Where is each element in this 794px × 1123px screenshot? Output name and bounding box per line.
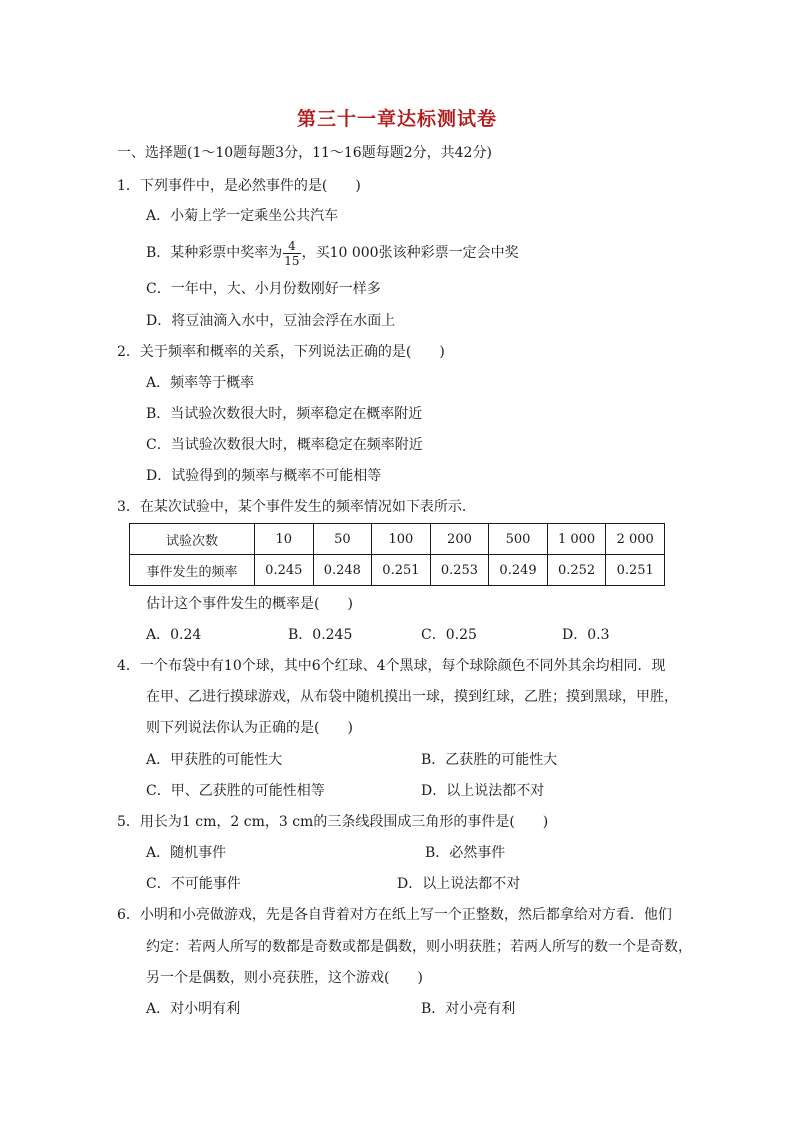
q4-stem-line-2: 在甲、乙进行摸球游戏，从布袋中随机摸出一球，摸到红球，乙胜；摸到黑球，甲胜，: [146, 689, 678, 705]
row-label-trials: 试验次数: [130, 524, 255, 555]
q6-stem-line-3: 另一个是偶数，则小亮获胜，这个游戏( ): [146, 970, 423, 986]
table-row-trials: [130, 524, 665, 555]
table-cell: 0.251: [372, 555, 431, 586]
q3-follow: 估计这个事件发生的概率是( ): [146, 596, 353, 612]
q5-option-a: A．随机事件: [146, 845, 227, 861]
row-label-frequency: 事件发生的频率: [130, 555, 255, 586]
q1-option-b-pre: B．某种彩票中奖率为: [146, 245, 283, 261]
fraction-numerator: 4: [283, 239, 300, 254]
q3-option-c: C．0.25: [421, 627, 477, 643]
table-cell: 100: [372, 524, 431, 555]
q5-option-c: C．不可能事件: [146, 876, 241, 892]
table-cell: 1 000: [547, 524, 606, 555]
q1-stem: 1．下列事件中，是必然事件的是( ): [117, 178, 361, 194]
q2-option-a: A．频率等于概率: [146, 375, 255, 391]
q5-option-b: B．必然事件: [425, 845, 506, 861]
q6-option-b: B．对小亮有利: [421, 1001, 516, 1017]
q1-option-d: D．将豆油滴入水中，豆油会浮在水面上: [146, 313, 396, 329]
q4-stem-line-3: 则下列说法你认为正确的是( ): [146, 720, 353, 736]
q6-stem-line-1: 6．小明和小亮做游戏，先是各自背着对方在纸上写一个正整数，然后都拿给对方看．他们: [117, 907, 672, 923]
q2-option-b: B．当试验次数很大时，频率稳定在概率附近: [146, 406, 423, 422]
table-cell: 200: [430, 524, 489, 555]
q2-option-d: D．试验得到的频率与概率不可能相等: [146, 468, 382, 484]
q6-option-a: A．对小明有利: [146, 1001, 241, 1017]
q3-option-b: B．0.245: [288, 627, 353, 643]
q5-stem: 5．用长为1 cm，2 cm，3 cm的三条线段围成三角形的事件是( ): [117, 814, 549, 830]
table-cell: 50: [313, 524, 372, 555]
q4-option-c: C．甲、乙获胜的可能性相等: [146, 783, 325, 799]
q4-stem-line-1: 4．一个布袋中有10个球，其中6个红球、4个黑球，每个球除颜色不同外其余均相同．现: [117, 658, 666, 674]
exam-title: 第三十一章达标测试卷: [296, 108, 497, 130]
q1-option-b: [146, 236, 519, 270]
q3-option-d: D．0.3: [562, 627, 610, 643]
table-cell: 0.249: [489, 555, 548, 586]
table-cell: 0.253: [430, 555, 489, 586]
q1-option-b-post: ，买10 000张该种彩票一定会中奖: [301, 245, 519, 261]
q3-stem: 3．在某次试验中，某个事件发生的频率情况如下表所示．: [117, 499, 476, 515]
probability-fraction: [283, 239, 300, 268]
q3-option-a: A．0.24: [146, 627, 202, 643]
q6-stem-line-2: 约定：若两人所写的数都是奇数或都是偶数，则小明获胜；若两人所写的数一个是奇数，: [146, 939, 692, 955]
table-cell: 0.248: [313, 555, 372, 586]
table-cell: 0.252: [547, 555, 606, 586]
table-row-frequency: [130, 555, 665, 586]
q4-option-d: D．以上说法都不对: [421, 783, 545, 799]
table-cell: 0.245: [255, 555, 314, 586]
section-heading: 一、选择题(1～10题每题3分，11～16题每题2分，共42分): [117, 145, 492, 161]
table-cell: 0.251: [606, 555, 665, 586]
q5-option-d: D．以上说法都不对: [397, 876, 521, 892]
frequency-table: [129, 523, 665, 586]
q2-stem: 2．关于频率和概率的关系，下列说法正确的是( ): [117, 344, 445, 360]
q1-option-a: A．小菊上学一定乘坐公共汽车: [146, 208, 339, 224]
q4-option-b: B．乙获胜的可能性大: [421, 752, 558, 768]
table-cell: 2 000: [606, 524, 665, 555]
table-cell: 500: [489, 524, 548, 555]
q4-option-a: A．甲获胜的可能性大: [146, 752, 283, 768]
q2-option-c: C．当试验次数很大时，概率稳定在频率附近: [146, 437, 423, 453]
fraction-denominator: 15: [284, 253, 300, 268]
q1-option-c: C．一年中，大、小月份数刚好一样多: [146, 281, 381, 297]
table-cell: 10: [255, 524, 314, 555]
